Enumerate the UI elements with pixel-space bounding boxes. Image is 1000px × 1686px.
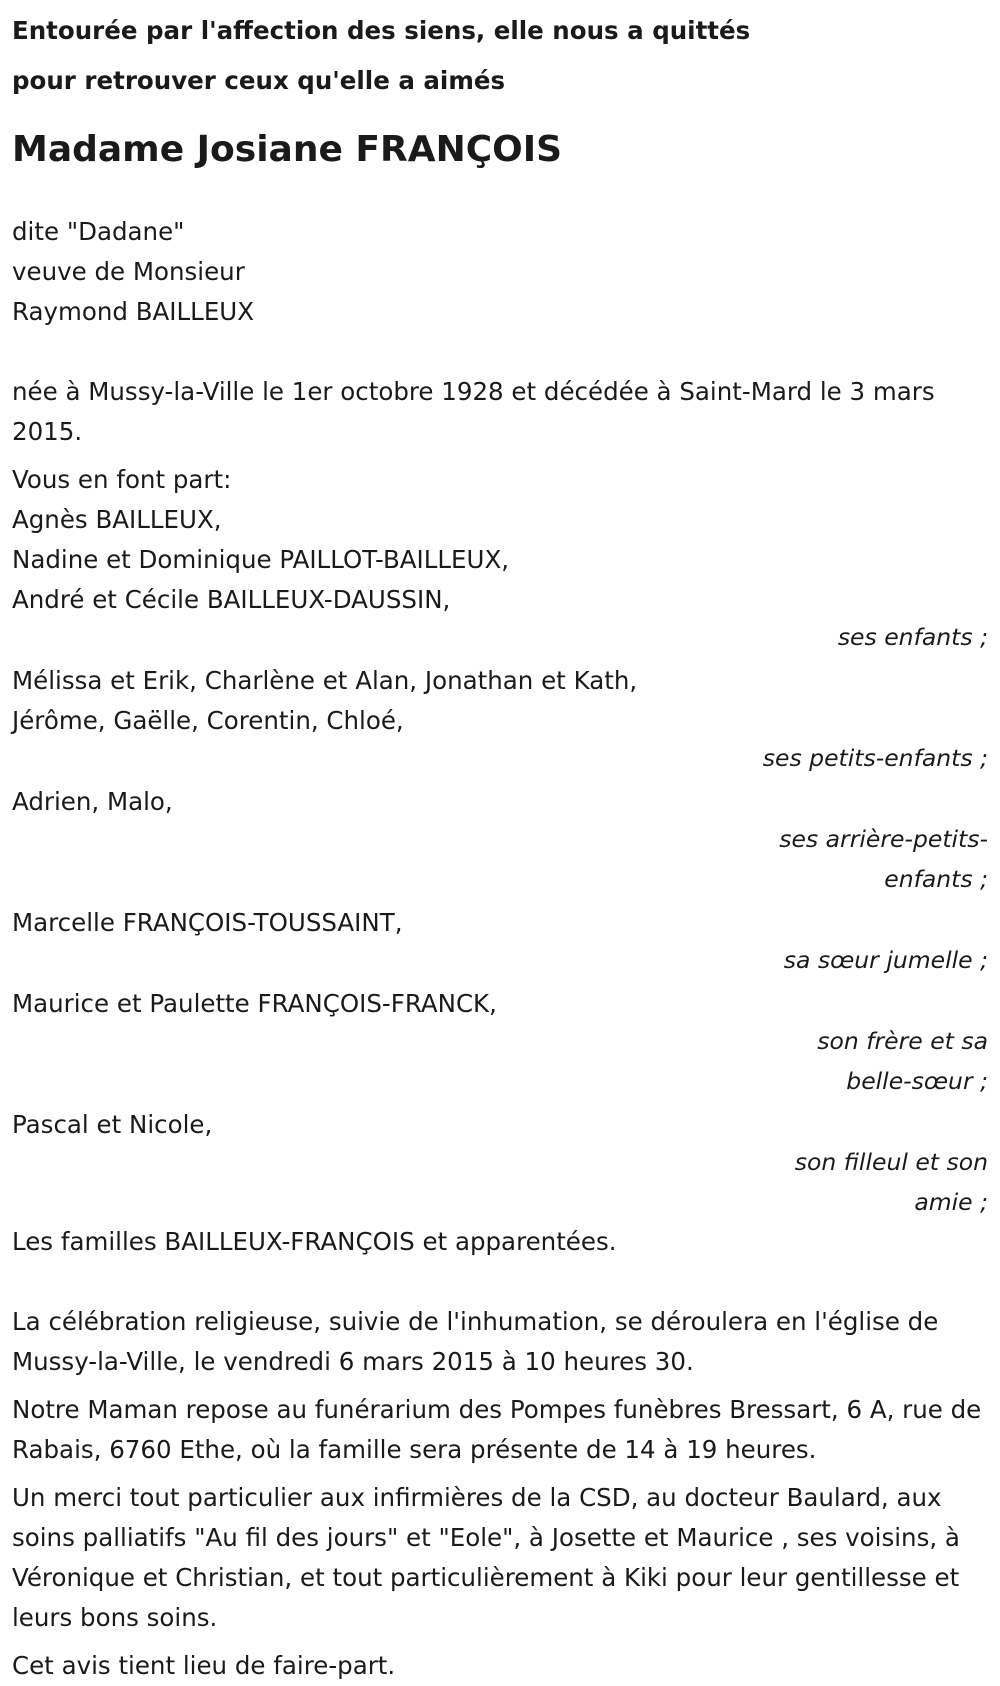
birth-death-text: née à Mussy-la-Ville le 1er octobre 1928 et décédée à Saint-Mard le 3 mars 2015. [12, 377, 935, 446]
family-group-twin-sister [12, 903, 988, 943]
funerarium-text: Notre Maman repose au funérarium des Pompes funèbres Bressart, 6 A, rue de Rabais, 6760 Ethe, où la famille sera présente de 14 à 19 heures. [12, 1395, 982, 1464]
widow-line-1: veuve de Monsieur [12, 257, 245, 286]
announcement-intro: Vous en font part: [12, 465, 232, 494]
nickname: dite "Dadane" [12, 217, 185, 246]
intro-line-2: pour retrouver ceux qu'elle a aimés [12, 66, 506, 95]
notice-text: Cet avis tient lieu de faire-part. [12, 1651, 396, 1680]
family-name: André et Cécile BAILLEUX-DAUSSIN, [12, 585, 451, 614]
family-name: Maurice et Paulette FRANÇOIS-FRANCK, [12, 989, 497, 1018]
relation-label: ses arrière-petits-enfants ; [779, 825, 988, 893]
family-group-children [12, 500, 988, 620]
families-line: Les familles BAILLEUX-FRANÇOIS et apparentées. [12, 1227, 617, 1256]
obituary-notice [0, 6, 1000, 1686]
family-name: Marcelle FRANÇOIS-TOUSSAINT, [12, 908, 403, 937]
relation-label: son filleul et son amie ; [794, 1148, 988, 1216]
deceased-name: Madame Josiane FRANÇOIS [12, 129, 563, 170]
family-name: Agnès BAILLEUX, [12, 505, 222, 534]
family-group-godson [12, 1105, 988, 1145]
intro-line-1: Entourée par l'affection des siens, elle nous a quittés [12, 16, 751, 45]
family-name: Jérôme, Gaëlle, Corentin, Chloé, [12, 706, 404, 735]
family-name: Nadine et Dominique PAILLOT-BAILLEUX, [12, 545, 510, 574]
intro-heading [12, 6, 988, 106]
deceased-info [12, 212, 988, 332]
family-name: Adrien, Malo, [12, 787, 173, 816]
family-group-brother [12, 984, 988, 1024]
relation-label: sa sœur jumelle ; [783, 946, 988, 974]
widow-line-2: Raymond BAILLEUX [12, 297, 255, 326]
family-name: Mélissa et Erik, Charlène et Alan, Jonathan et Kath, [12, 666, 638, 695]
relation-label: son frère et sa belle-sœur ; [817, 1027, 988, 1095]
ceremony-text: La célébration religieuse, suivie de l'inhumation, se déroulera en l'église de Mussy-la-Ville, le vendredi 6 mars 2015 à 10 heures 30. [12, 1307, 939, 1376]
relation-label: ses enfants ; [837, 623, 988, 651]
family-group-great-grandchildren [12, 782, 988, 822]
thanks-text: Un merci tout particulier aux infirmières de la CSD, au docteur Baulard, aux soins palliatifs "Au fil des jours" et "Eole", à Josette et Maurice , ses voisins, à Véronique et Christian, et tout particulièrement à Kiki pour leur gentillesse et leurs bons soins. [12, 1483, 960, 1632]
relation-label: ses petits-enfants ; [762, 744, 988, 772]
family-name: Pascal et Nicole, [12, 1110, 213, 1139]
family-group-grandchildren [12, 661, 988, 741]
